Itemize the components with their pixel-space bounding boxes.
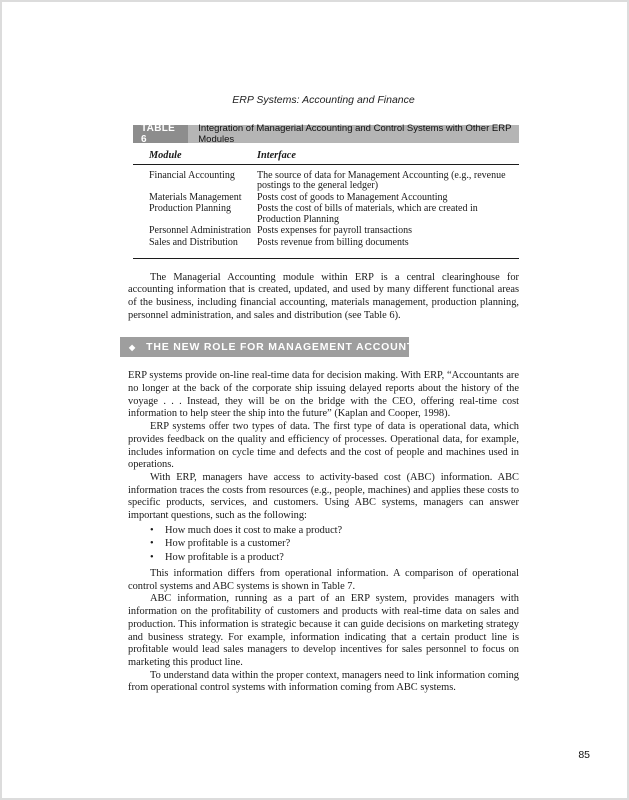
cell-interface: Posts cost of goods to Management Accounting	[257, 191, 448, 203]
table-body	[133, 165, 519, 259]
paragraph-two-types-of-data: ERP systems offer two types of data. The first type of data is operational data, which provides feedback on the quality and efficiency of processes. Operational data, for example, includes information on cycle time and defects and the cost of people and machines used in operations.	[128, 421, 519, 471]
cell-interface: The source of data for Management Accounting (e.g., revenue postings to the general ledger)	[257, 169, 506, 192]
table-row	[133, 237, 519, 248]
paragraph-abc-information: With ERP, managers have access to activity-based cost (ABC) information. ABC information traces the costs from resources (e.g., people, machines) and applies these costs to specific products, services, and customers. Using ABC systems, managers can answer important questions, such as the following:	[128, 471, 519, 522]
paragraph-differs-operational: This information differs from operational information. A comparison of operational control systems and ABC systems is shown in Table 7.	[128, 568, 519, 592]
paragraph-realtime-data: ERP systems provide on-line real-time data for decision making. With ERP, “Accountants are no longer at the back of the corporate ship issuing delayed reports about the history of the voyage . . . Instead, they will be on the bridge with the CEO, offering real-time cost information to help steer the ship into the future” (Kaplan and Cooper, 1998).	[128, 370, 519, 420]
bullet-icon: •	[150, 538, 154, 550]
table-row	[133, 204, 519, 226]
column-header-interface: Interface	[257, 150, 296, 161]
section-heading-new-role	[120, 337, 436, 357]
cell-module: Production Planning	[149, 203, 231, 215]
table-row	[133, 192, 519, 203]
abc-questions-list	[128, 524, 519, 564]
table-title: Integration of Managerial Accounting and Control Systems with Other ERP Modules	[198, 123, 512, 145]
table-caption-bar	[133, 125, 519, 143]
paragraph-link-information: To understand data within the proper context, managers need to link information coming from operational control systems with information coming from ABC systems.	[128, 669, 519, 694]
list-item-text: How profitable is a product?	[165, 551, 284, 563]
section-heading-label: THE NEW ROLE FOR MANAGEMENT ACCOUNTING	[146, 341, 436, 354]
cell-interface: Posts expenses for payroll transactions	[257, 225, 412, 237]
page-number: 85	[578, 749, 590, 761]
table-row	[133, 226, 519, 237]
cell-module: Financial Accounting	[149, 169, 235, 181]
cell-module: Sales and Distribution	[149, 236, 238, 248]
list-item-text: How much does it cost to make a product?	[165, 524, 343, 536]
bullet-icon: •	[150, 551, 154, 563]
table-6	[133, 125, 519, 259]
text-column	[128, 94, 519, 695]
bullet-icon: •	[150, 524, 154, 536]
cell-interface: Posts the cost of bills of materials, which are created in Production Planning	[257, 203, 478, 225]
list-item	[150, 551, 519, 564]
table-label: TABLE 6	[133, 125, 188, 143]
cell-interface: Posts revenue from billing documents	[257, 236, 409, 248]
paragraph-abc-strategic: ABC information, running as a part of an ERP system, provides managers with information on the profitability of customers and products with real-time data on sales and production. This information is strategic because it can guide decisions on marketing strategy and business strategy. For example, information indicating that a certain product line is profitable would lead sales managers to develop incentives for sales personnel to focus on marketing this product line.	[128, 593, 519, 668]
list-item-text: How profitable is a customer?	[165, 538, 291, 550]
table-row	[133, 170, 519, 192]
table-header-row	[133, 150, 519, 165]
paragraph-managerial-accounting: The Managerial Accounting module within ERP is a central clearinghouse for accounting information that is created, updated, and used by many different functional areas of the business, including financial accounting, materials management, production planning, personnel administration, and sales and distribution (see Table 6).	[128, 271, 519, 321]
diamond-icon: ◆	[129, 342, 136, 352]
running-head: ERP Systems: Accounting and Finance	[232, 94, 415, 106]
cell-module: Materials Management	[149, 191, 242, 203]
list-item	[150, 524, 519, 537]
column-header-module: Module	[149, 150, 182, 161]
list-item	[150, 537, 519, 550]
cell-module: Personnel Administration	[149, 225, 251, 237]
